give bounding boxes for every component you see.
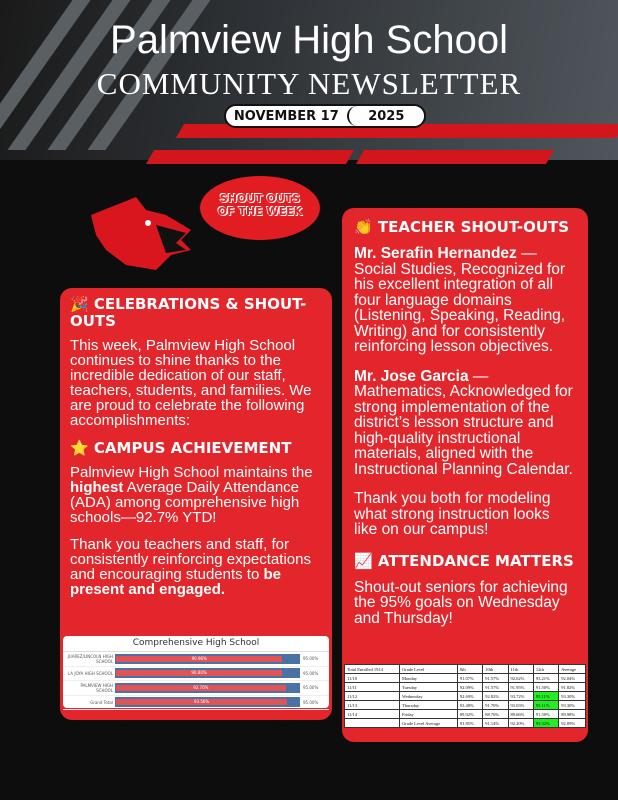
table-cell: 93.72% xyxy=(508,692,533,701)
text-bold: be present and engaged. xyxy=(70,566,281,598)
shout-outs-bubble xyxy=(200,176,320,240)
achievement-text xyxy=(70,465,322,525)
table-cell: 89.98% xyxy=(559,710,586,719)
table-cell: 91.50% xyxy=(533,683,558,692)
goal-bar xyxy=(115,683,300,693)
table-cell: 92.20% xyxy=(508,719,533,728)
text: — Mathematics, Acknowledged for strong implementation of the district’s lesson structure and high-quality instructional materials, aligned with the Instructional Planning Calendar. xyxy=(354,367,573,478)
table-cell: Wednesday xyxy=(399,692,457,701)
teacher-2 xyxy=(354,369,576,478)
table-row xyxy=(345,692,586,701)
category-label: LA JOYA HIGH SCHOOL xyxy=(67,670,113,676)
table-cell: 91.82% xyxy=(559,683,586,692)
value-bar: 92.70% xyxy=(116,685,286,691)
table-cell: 91.57% xyxy=(483,683,508,692)
table-cell: Grade Level Average xyxy=(399,719,457,728)
attendance-chart xyxy=(63,636,329,708)
thanks-text xyxy=(70,537,322,597)
goal-label: 95.00% xyxy=(303,699,319,705)
table-cell: 93.30% xyxy=(559,701,586,710)
chart-row xyxy=(63,667,329,682)
table-cell: 95.11% xyxy=(533,701,558,710)
text: Palmview High School maintains the xyxy=(70,464,313,481)
table-cell: 12th xyxy=(533,665,558,674)
table-cell: 91.50% xyxy=(533,710,558,719)
table-row xyxy=(345,701,586,710)
date-year: 2025 xyxy=(347,106,424,126)
wolf-mascot-icon xyxy=(86,195,196,275)
table-row xyxy=(345,683,586,692)
table-cell: 92.82% xyxy=(483,692,508,701)
teacher-1 xyxy=(354,246,576,355)
table-cell: 11/14 xyxy=(345,710,400,719)
table-cell: 93.30% xyxy=(559,692,586,701)
value-bar: 90.96% xyxy=(116,656,282,662)
table-cell: 9th xyxy=(457,665,482,674)
decor-red-bar xyxy=(356,150,554,164)
goal-bar xyxy=(115,668,300,678)
category-label: JUAREZ/LINCOLN HIGH SCHOOL xyxy=(67,653,113,664)
table-cell: 89.92% xyxy=(457,710,482,719)
table-cell: 10th xyxy=(483,665,508,674)
table-cell: Grade Level xyxy=(399,665,457,674)
text: — Social Studies, Recognized for his excellent integration of all four language domains (Listening, Speaking, Reading, Writing) and for consistently reinforcing lesson objectives. xyxy=(354,245,566,355)
table-cell: 11/11 xyxy=(345,683,400,692)
category-label: Grand Total xyxy=(90,699,113,705)
table-cell: 88.76% xyxy=(483,710,508,719)
table-cell: 91.07% xyxy=(457,674,482,683)
table-cell: Average xyxy=(559,665,586,674)
date-pill xyxy=(224,104,426,128)
table-cell: 93.03% xyxy=(508,701,533,710)
table-cell: 91.70% xyxy=(483,701,508,710)
table-cell: 11/12 xyxy=(345,692,400,701)
teacher-name: Mr. Jose Garcia xyxy=(354,367,469,385)
table-cell: 93.32% xyxy=(533,719,558,728)
table-cell: Monday xyxy=(399,674,457,683)
table-cell: 91.14% xyxy=(483,719,508,728)
table-row xyxy=(345,719,586,728)
table-row xyxy=(345,674,586,683)
table-cell: 92.62% xyxy=(508,674,533,683)
table-cell xyxy=(345,719,400,728)
table-cell: Friday xyxy=(399,710,457,719)
chart-row xyxy=(63,652,329,667)
table-cell: 91.57% xyxy=(483,674,508,683)
table-cell: 92.69% xyxy=(457,692,482,701)
attendance-text: Shout-out seniors for achieving the 95% goals on Wednesday and Thursday! xyxy=(354,578,568,627)
table-cell: 89.66% xyxy=(508,710,533,719)
table-cell: 91.85% xyxy=(457,719,482,728)
table-cell: 93.21% xyxy=(533,674,558,683)
newsletter-title: COMMUNITY NEWSLETTER xyxy=(96,66,522,101)
table-cell: 11/10 xyxy=(345,674,400,683)
table-cell: 93.48% xyxy=(457,701,482,710)
chart-row xyxy=(63,681,329,696)
chart-title: Comprehensive High School xyxy=(63,636,329,652)
school-title: Palmview High School xyxy=(110,18,508,62)
teacher-shoutouts-card xyxy=(342,208,588,742)
value-bar: 90.80% xyxy=(116,670,282,676)
table-cell: 11/13 xyxy=(345,701,400,710)
date-month-day: NOVEMBER 17 xyxy=(233,108,339,124)
category-label: PALMVIEW HIGH SCHOOL xyxy=(80,682,113,693)
goal-label: 95.00% xyxy=(303,656,319,662)
celebrations-heading: 🎉 CELEBRATIONS & SHOUT-OUTS xyxy=(70,295,307,330)
teacher-heading: 👏 TEACHER SHOUT-OUTS xyxy=(354,218,570,236)
celebrations-intro: This week, Palmview High School continues to shine thanks to the incredible dedication of our staff, teachers, students, and families. We are proud to celebrate the following accomplishments: xyxy=(70,337,312,429)
bubble-line: OF THE WEEK xyxy=(217,205,303,218)
campus-achievement-heading: ⭐ CAMPUS ACHIEVEMENT xyxy=(70,439,292,457)
attendance-table xyxy=(344,664,586,728)
teacher-thanks: Thank you both for modeling what strong instruction looks like on our campus! xyxy=(354,490,551,538)
attendance-heading: 📈 ATTENDANCE MATTERS xyxy=(354,551,574,570)
goal-label: 95.00% xyxy=(303,685,319,691)
table-row xyxy=(345,665,586,674)
goal-label: 95.00% xyxy=(303,670,319,676)
text-bold: highest xyxy=(70,479,124,496)
chart-row xyxy=(63,696,329,711)
goal-bar xyxy=(115,697,300,707)
table-cell: Total Enrolled 1914 xyxy=(345,665,400,674)
table-cell: Thursday xyxy=(399,701,457,710)
table-cell: 92.09% xyxy=(457,683,482,692)
text: Average Daily Attendance (ADA) among comprehensive high schools—92.7% YTD! xyxy=(70,479,300,526)
table-cell: 92.04% xyxy=(559,674,586,683)
bubble-line: SHOUT OUTS xyxy=(219,192,301,205)
value-bar: 93.56% xyxy=(116,699,287,705)
goal-bar xyxy=(115,654,300,664)
text: Thank you teachers and staff, for consistently reinforcing expectations and encouraging students to xyxy=(70,536,311,583)
table-cell: 91.95% xyxy=(508,683,533,692)
table-cell: 11th xyxy=(508,665,533,674)
table-cell: 95.11% xyxy=(533,692,558,701)
decor-red-bar xyxy=(146,150,354,164)
table-row xyxy=(345,710,586,719)
teacher-name: Mr. Serafin Hernandez xyxy=(354,245,517,262)
table-cell: 92.09% xyxy=(559,719,586,728)
table-cell: Tuesday xyxy=(399,683,457,692)
